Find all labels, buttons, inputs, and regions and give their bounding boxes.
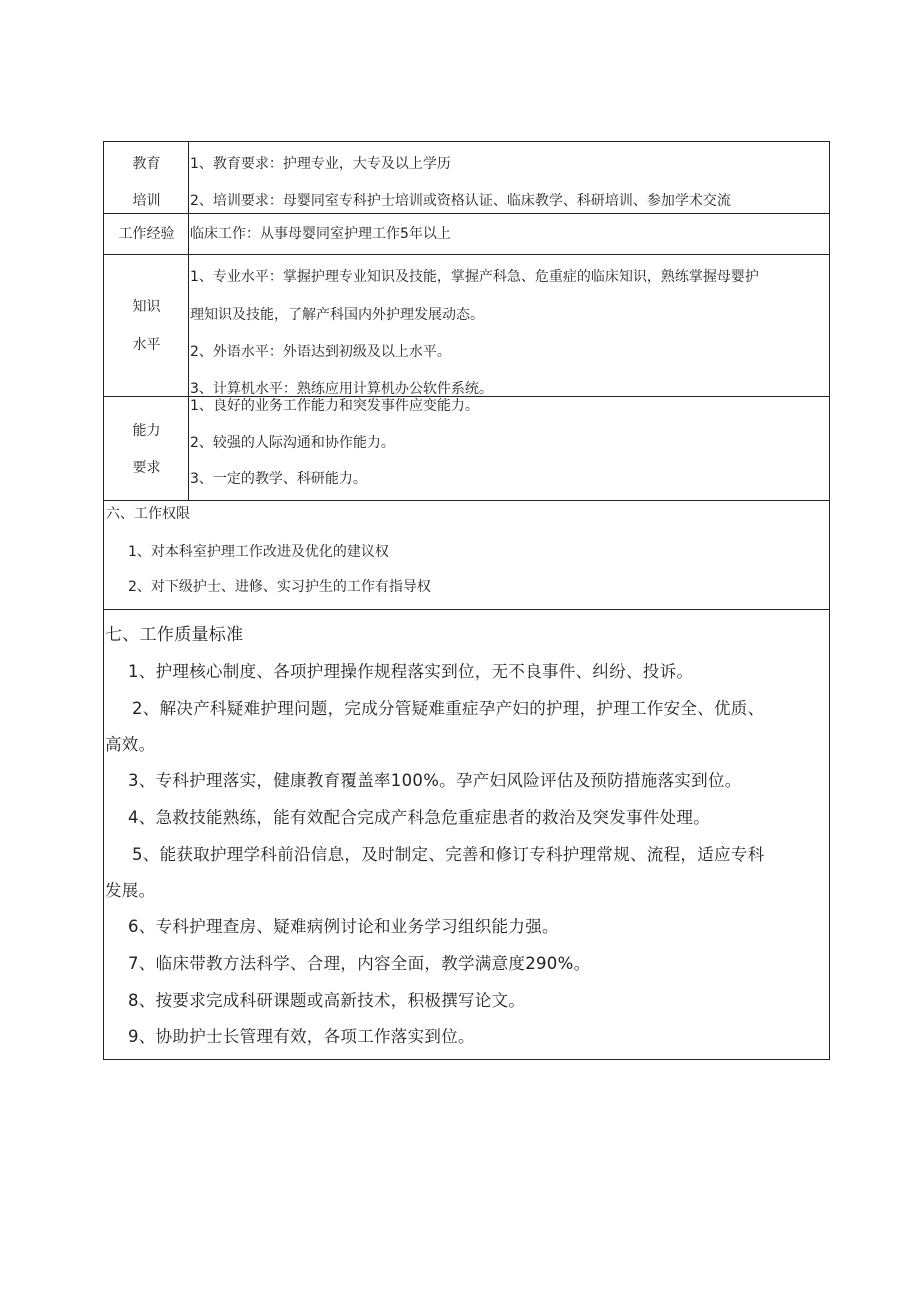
knowledge-content (189, 255, 829, 396)
quality-line-6: 5、能获取护理学科前沿信息，及时制定、完善和修订专科护理常规、流程，适应专科 (132, 845, 765, 864)
job-description-table (103, 141, 830, 1060)
ability-line-2: 2、较强的人际沟通和协作能力。 (190, 435, 395, 451)
quality-line-10: 8、按要求完成科研课题或高新技术，积极撰写论文。 (128, 991, 526, 1010)
education-label-cell (104, 142, 189, 213)
quality-content (104, 610, 829, 1059)
quality-line-1: 1、护理核心制度、各项护理操作规程落实到位，无不良事件、纠纷、投诉。 (128, 662, 694, 681)
ability-label-2: 要求 (132, 460, 161, 476)
ability-row (104, 397, 829, 501)
authority-item-2: 2、对下级护士、进修、实习护生的工作有指导权 (128, 579, 431, 595)
ability-line-1: 1、良好的业务工作能力和突发事件应变能力。 (190, 398, 479, 414)
education-row (104, 142, 829, 214)
experience-content (189, 214, 829, 254)
quality-line-7: 发展。 (105, 881, 156, 900)
knowledge-label-cell (104, 255, 189, 396)
quality-line-2: 2、解决产科疑难护理问题，完成分管疑难重症孕产妇的护理，护理工作安全、优质、 (132, 699, 765, 718)
education-label-2: 培训 (132, 193, 161, 209)
ability-line-3: 3、一定的教学、科研能力。 (190, 471, 367, 487)
quality-line-9: 7、临床带教方法科学、合理，内容全面，教学满意度290%。 (128, 954, 591, 973)
ability-content (189, 397, 829, 500)
quality-line-8: 6、专科护理查房、疑难病例讨论和业务学习组织能力强。 (128, 917, 559, 936)
knowledge-line-2: 理知识及技能，了解产科国内外护理发展动态。 (190, 307, 484, 323)
authority-content (104, 501, 829, 609)
quality-line-5: 4、急救技能熟练，能有效配合完成产科急危重症患者的救治及突发事件处理。 (128, 808, 710, 827)
quality-line-3: 高效。 (105, 735, 156, 754)
knowledge-line-3: 2、外语水平：外语达到初级及以上水平。 (190, 344, 451, 360)
authority-row (104, 501, 829, 610)
education-label-1: 教育 (132, 156, 161, 172)
quality-heading: 七、工作质量标准 (105, 625, 244, 645)
knowledge-label-1: 知识 (132, 299, 161, 315)
ability-label-1: 能力 (132, 423, 161, 439)
knowledge-line-1: 1、专业水平：掌握护理专业知识及技能，掌握产科急、危重症的临床知识，熟练掌握母婴护 (190, 269, 759, 285)
authority-item-1: 1、对本科室护理工作改进及优化的建议权 (128, 544, 389, 560)
quality-line-4: 3、专科护理落实，健康教育覆盖率100%。孕产妇风险评估及预防措施落实到位。 (128, 771, 742, 790)
knowledge-label-2: 水平 (132, 337, 161, 353)
experience-row (104, 214, 829, 255)
knowledge-line-4: 3、计算机水平：熟练应用计算机办公软件系统。 (190, 381, 493, 397)
education-content (189, 142, 829, 213)
experience-text: 临床工作：从事母婴同室护理工作5年以上 (190, 226, 451, 242)
authority-heading: 六、工作权限 (106, 506, 190, 522)
experience-label-cell (104, 214, 189, 254)
quality-line-11: 9、协助护士长管理有效，各项工作落实到位。 (128, 1027, 475, 1046)
ability-label-cell (104, 397, 189, 500)
experience-label: 工作经验 (118, 226, 175, 242)
knowledge-row (104, 255, 829, 397)
education-line-1: 1、教育要求：护理专业，大专及以上学历 (190, 156, 451, 172)
quality-row (104, 610, 829, 1059)
education-line-2: 2、培训要求：母婴同室专科护士培训或资格认证、临床教学、科研培训、参加学术交流 (190, 193, 731, 209)
